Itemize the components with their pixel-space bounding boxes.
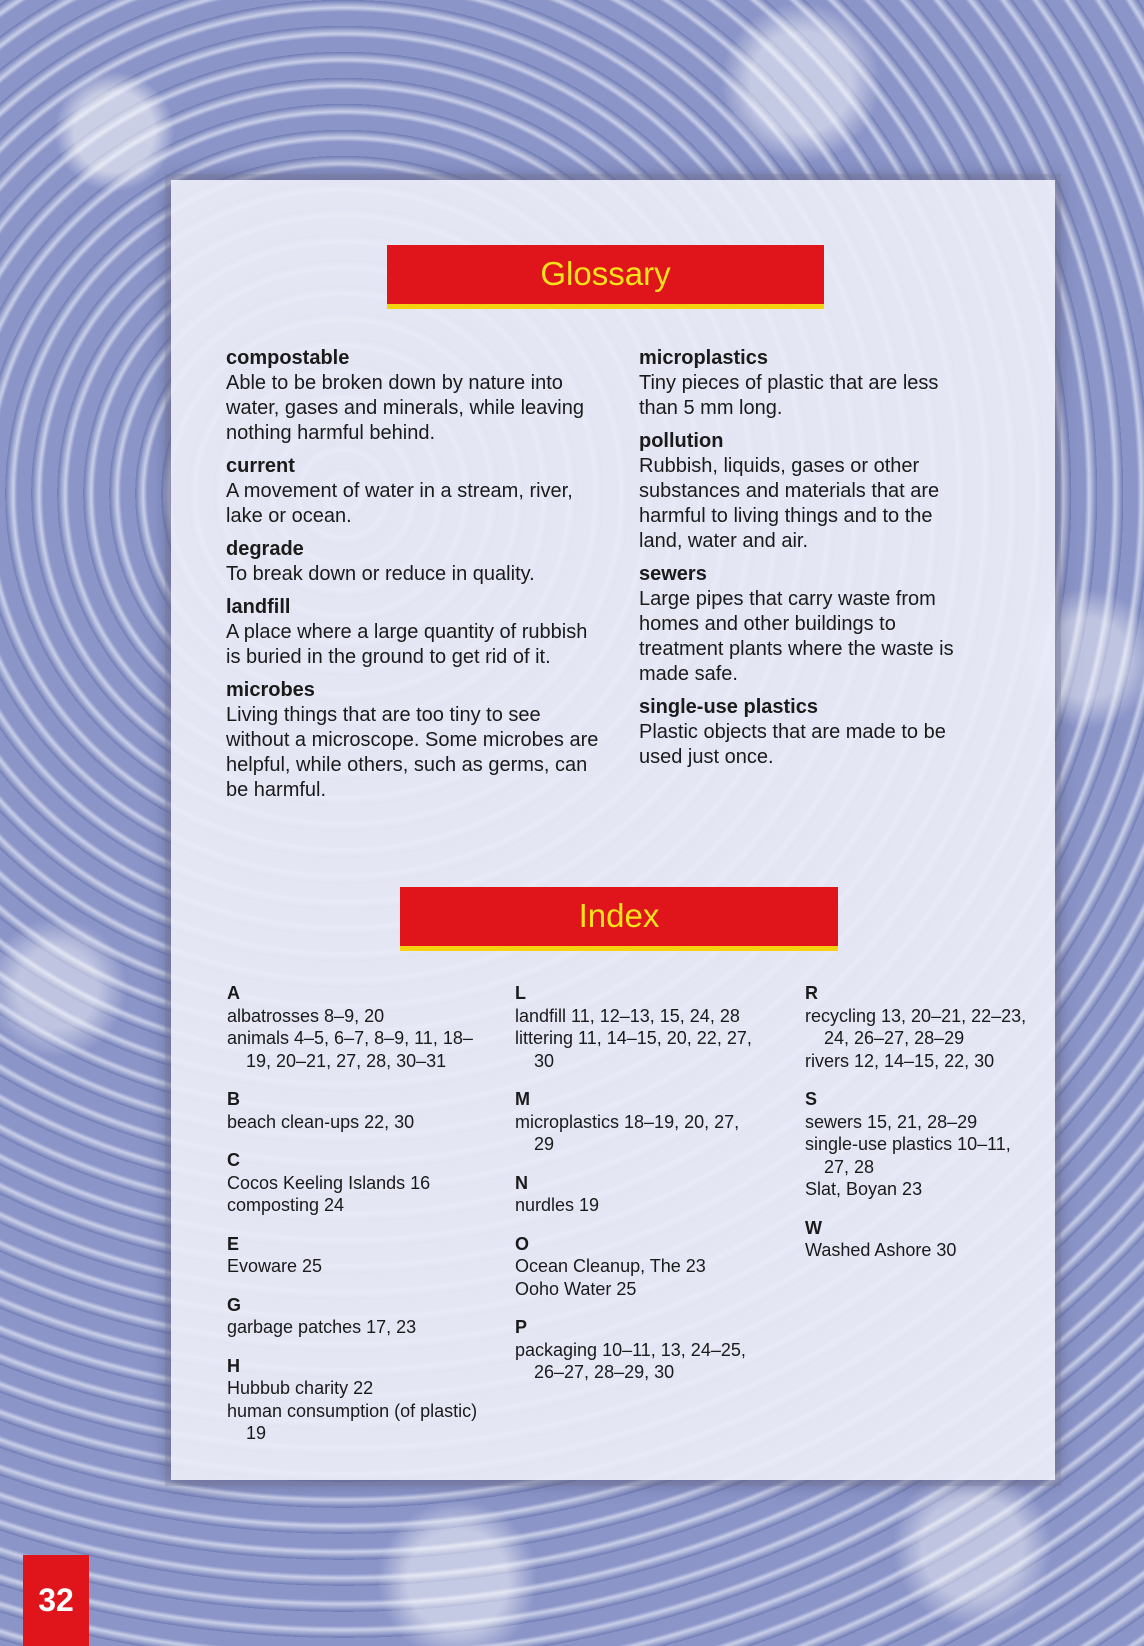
page-number: 32	[23, 1555, 89, 1646]
index-entry: packaging 10–11, 13, 24–25, 26–27, 28–29, 30	[515, 1339, 746, 1382]
index-entry: Slat, Boyan 23	[805, 1179, 923, 1199]
index-entry: microplastics 18–19, 20, 27, 29	[515, 1111, 740, 1154]
index-column-3	[805, 982, 1035, 1262]
glossary-term: microbes	[226, 679, 315, 701]
index-column-2	[515, 982, 755, 1384]
index-entry: Ocean Cleanup, The 23	[515, 1256, 706, 1276]
index-entry: sewers 15, 21, 28–29	[805, 1111, 978, 1132]
glossary-term: compostable	[226, 347, 350, 369]
index-letter: B	[227, 1089, 240, 1109]
glossary-right-column	[639, 346, 979, 770]
index-entry: single-use plastics 10–11, 27, 28	[805, 1134, 1011, 1177]
index-entry: Ooho Water 25	[515, 1278, 637, 1299]
index-entry: landfill 11, 12–13, 15, 24, 28	[515, 1005, 740, 1026]
glossary-term: current	[226, 455, 295, 477]
index-entry: beach clean-ups 22, 30	[227, 1111, 415, 1132]
glossary-definition: Living things that are too tiny to see without a microscope. Some microbes are helpful, while others, such as germs, can be harmful.	[226, 704, 599, 801]
glossary-term: sewers	[639, 563, 707, 585]
glossary-definition: Large pipes that carry waste from homes and other buildings to treatment plants where the waste is made safe.	[639, 588, 954, 685]
index-letter: O	[515, 1233, 530, 1254]
glossary-term: landfill	[226, 596, 291, 618]
index-entry: Washed Ashore 30	[805, 1240, 957, 1260]
index-entry: garbage patches 17, 23	[227, 1317, 417, 1337]
glossary-term: microplastics	[639, 347, 768, 369]
index-letter: L	[515, 983, 526, 1003]
index-letter: A	[227, 983, 240, 1003]
index-letter: S	[805, 1089, 818, 1109]
index-entry: animals 4–5, 6–7, 8–9, 11, 18–19, 20–21, 27, 28, 30–31	[227, 1028, 473, 1071]
index-entry: rivers 12, 14–15, 22, 30	[805, 1050, 995, 1071]
index-column-1	[227, 982, 487, 1445]
index-entry: albatrosses 8–9, 20	[227, 1005, 385, 1026]
index-entry: Hubbub charity 22	[227, 1378, 374, 1398]
glossary-definition: Tiny pieces of plastic that are less than 5 mm long.	[639, 372, 939, 419]
index-letter: W	[805, 1217, 822, 1238]
glossary-term: degrade	[226, 538, 304, 560]
glossary-definition: To break down or reduce in quality.	[226, 563, 535, 585]
index-letter: R	[805, 983, 818, 1003]
glossary-definition: Able to be broken down by nature into water, gases and minerals, while leaving nothing harmful behind.	[226, 372, 584, 444]
index-entry: recycling 13, 20–21, 22–23, 24, 26–27, 28–29	[805, 1005, 1027, 1048]
index-letter: H	[227, 1355, 240, 1376]
index-letter: C	[227, 1150, 240, 1170]
glossary-term: single-use plastics	[639, 696, 818, 718]
glossary-heading: Glossary	[387, 245, 824, 309]
glossary-term: pollution	[639, 430, 724, 452]
index-heading: Index	[400, 887, 838, 951]
glossary-definition: Plastic objects that are made to be used just once.	[639, 721, 946, 768]
glossary-definition: A movement of water in a stream, river, lake or ocean.	[226, 480, 573, 527]
glossary-definition: A place where a large quantity of rubbish is buried in the ground to get rid of it.	[226, 621, 588, 668]
glossary-left-column	[226, 346, 606, 803]
index-entry: nurdles 19	[515, 1195, 600, 1215]
index-letter: N	[515, 1172, 528, 1193]
index-entry: Evoware 25	[227, 1256, 323, 1276]
index-letter: E	[227, 1233, 240, 1254]
glossary-definition: Rubbish, liquids, gases or other substances and materials that are harmful to living things and to the land, water and air.	[639, 455, 940, 552]
index-entry: composting 24	[227, 1195, 345, 1215]
index-entry: Cocos Keeling Islands 16	[227, 1172, 431, 1193]
index-letter: M	[515, 1089, 530, 1109]
index-entry: human consumption (of plastic) 19	[227, 1400, 478, 1443]
index-letter: G	[227, 1294, 242, 1315]
index-letter: P	[515, 1317, 528, 1337]
index-entry: littering 11, 14–15, 20, 22, 27, 30	[515, 1028, 752, 1071]
